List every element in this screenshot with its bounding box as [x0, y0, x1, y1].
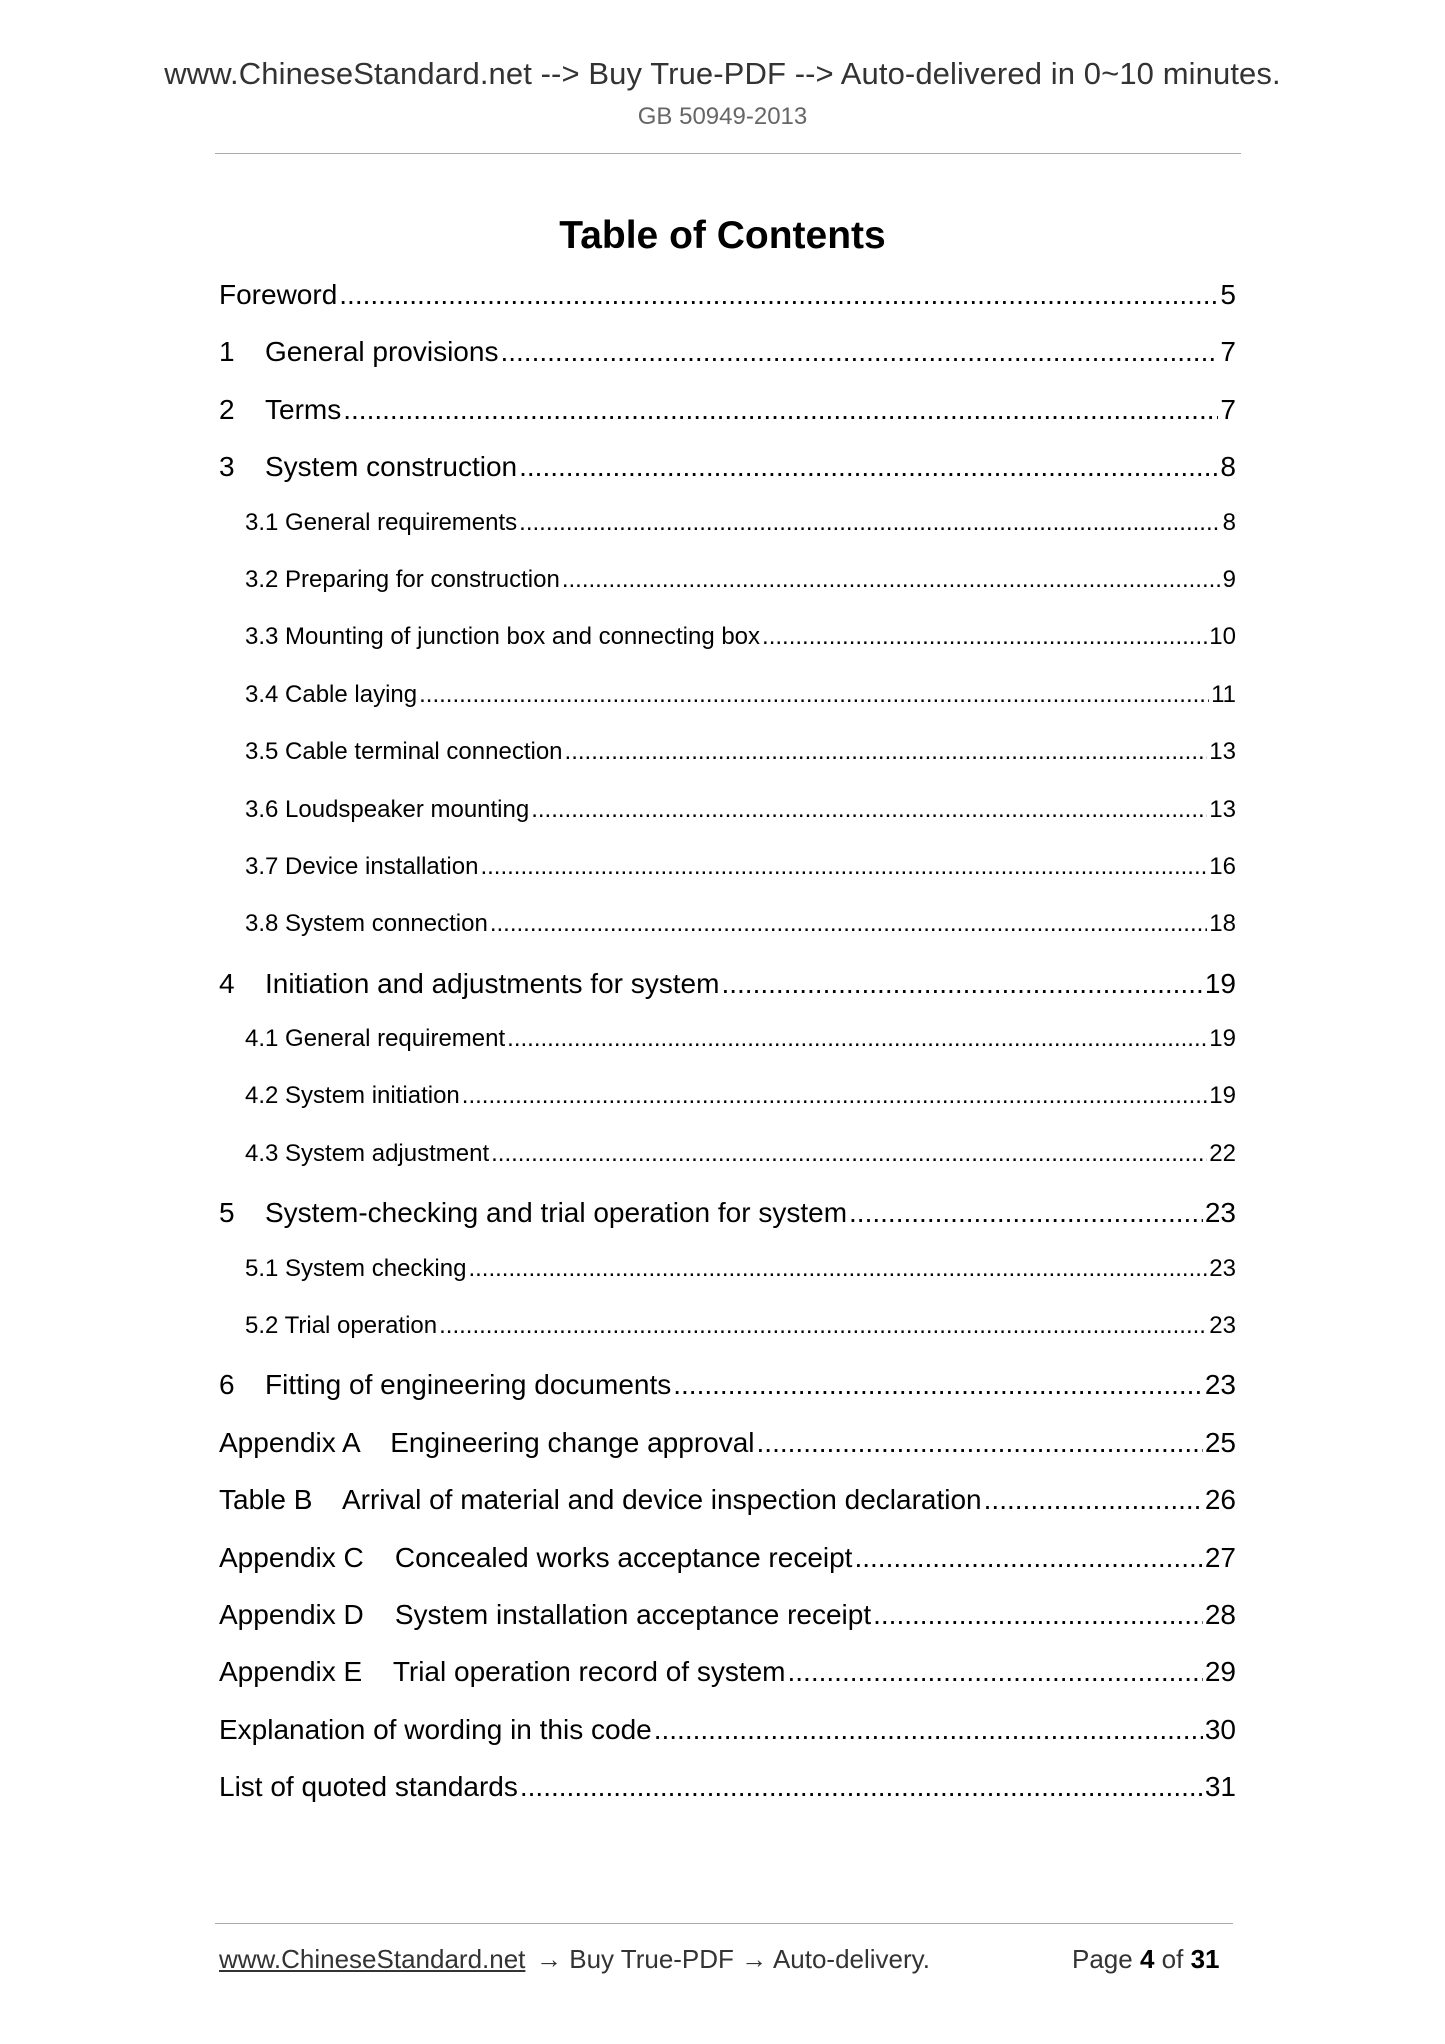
- toc-entry-label: 3.3 Mounting of junction box and connecting box: [245, 623, 761, 651]
- toc-dot-leader: [480, 853, 1207, 881]
- toc-entry-label: 3.5 Cable terminal connection: [245, 738, 563, 766]
- toc-entry[interactable]: [219, 1656, 1236, 1713]
- header-divider: [215, 153, 1241, 154]
- toc-entry-label: 5.2 Trial operation: [245, 1312, 438, 1340]
- toc-entry-label: Terms: [265, 393, 342, 425]
- toc-entry[interactable]: [219, 1542, 1236, 1599]
- footer-divider: [215, 1923, 1233, 1924]
- toc-entry-number: 2: [219, 393, 235, 425]
- toc-dot-leader: [507, 1025, 1207, 1053]
- toc-entry-page: 23: [1204, 1197, 1236, 1229]
- toc-entry-label: Appendix E Trial operation record of system: [219, 1656, 786, 1688]
- toc-entry[interactable]: [219, 509, 1236, 566]
- toc-entry-page: 16: [1209, 852, 1236, 880]
- toc-entry-page: 25: [1204, 1426, 1236, 1458]
- toc-entry-page: 10: [1209, 623, 1236, 651]
- toc-entry-label: System construction: [265, 451, 518, 483]
- toc-entry-page: 30: [1204, 1713, 1236, 1745]
- toc-dot-leader: [788, 1656, 1203, 1688]
- toc-entry-label: 3.2 Preparing for construction: [245, 565, 560, 593]
- toc-entry-label: Appendix C Concealed works acceptance receipt: [219, 1541, 853, 1573]
- toc-entry-page: 23: [1209, 1254, 1236, 1282]
- document-id: GB 50949-2013: [637, 103, 808, 130]
- toc-entry[interactable]: [219, 1255, 1236, 1312]
- toc-entry[interactable]: [219, 451, 1236, 508]
- page-current: 4: [1139, 1944, 1155, 1974]
- toc-entry[interactable]: [219, 1714, 1236, 1771]
- page-of: of: [1161, 1944, 1184, 1974]
- toc-entry[interactable]: [219, 279, 1236, 336]
- toc-entry-label: 4.1 General requirement: [245, 1025, 506, 1053]
- toc-dot-leader: [490, 910, 1207, 938]
- toc-entry-label: Foreword: [219, 279, 338, 310]
- toc-dot-leader: [468, 1255, 1207, 1283]
- toc-entry[interactable]: [219, 1427, 1236, 1484]
- toc-entry-page: 31: [1204, 1771, 1236, 1803]
- toc-entry-number: 4: [219, 967, 235, 999]
- toc-dot-leader: [984, 1484, 1203, 1516]
- toc-entry-page: 19: [1209, 1082, 1236, 1110]
- toc-entry[interactable]: [219, 1484, 1236, 1541]
- toc-entry-label: 5.1 System checking: [245, 1254, 467, 1282]
- toc-dot-leader: [531, 796, 1207, 824]
- toc-dot-leader: [520, 1771, 1203, 1803]
- toc-entry-page: 19: [1209, 1025, 1236, 1053]
- toc-entry-page: 13: [1209, 738, 1236, 766]
- toc-dot-leader: [343, 394, 1218, 426]
- toc-entry[interactable]: [219, 738, 1236, 795]
- toc-entry-label: List of quoted standards: [219, 1771, 518, 1803]
- header-banner: www.ChineseStandard.net --> Buy True-PDF --> Auto-delivered in 0~10 minutes.: [164, 56, 1281, 91]
- toc-entry-label: Explanation of wording in this code: [219, 1713, 652, 1745]
- toc-entry[interactable]: [219, 1599, 1236, 1656]
- toc-entry-label: 3.1 General requirements: [245, 508, 518, 536]
- toc-entry[interactable]: [219, 796, 1236, 853]
- toc-entry[interactable]: [219, 968, 1236, 1025]
- footer-site-link[interactable]: www.ChineseStandard.net: [219, 1944, 526, 1974]
- toc-entry-page: 13: [1209, 795, 1236, 823]
- toc-entry[interactable]: [219, 910, 1236, 967]
- toc-entry[interactable]: [219, 853, 1236, 910]
- toc-entry-label: Fitting of engineering documents: [265, 1369, 672, 1401]
- toc-entry-label: Appendix D System installation acceptance receipt: [219, 1598, 872, 1630]
- toc-entry[interactable]: [219, 1025, 1236, 1082]
- page-prefix: Page: [1072, 1944, 1133, 1974]
- toc-entry-label: System-checking and trial operation for system: [265, 1197, 848, 1229]
- toc-entry-label: General provisions: [265, 336, 499, 368]
- toc-entry-label: 4.2 System initiation: [245, 1082, 460, 1110]
- toc-entry[interactable]: [219, 1082, 1236, 1139]
- toc-entry-page: 18: [1209, 910, 1236, 938]
- footer-tagline: → Buy True-PDF → Auto-delivery.: [536, 1944, 930, 1974]
- toc-dot-leader: [462, 1082, 1208, 1110]
- toc-dot-leader: [721, 968, 1202, 1000]
- toc-entry-label: 3.8 System connection: [245, 910, 488, 938]
- toc-entry-number: 5: [219, 1197, 235, 1229]
- toc-entry-number: 1: [219, 336, 235, 368]
- page-title: Table of Contents: [559, 214, 886, 257]
- toc-entry-page: 7: [1220, 336, 1236, 368]
- toc-dot-leader: [439, 1312, 1207, 1340]
- toc-entry-page: 26: [1204, 1484, 1236, 1516]
- toc-dot-leader: [519, 451, 1218, 483]
- toc-entry-label: 3.7 Device installation: [245, 852, 479, 880]
- toc-entry-page: 23: [1209, 1312, 1236, 1340]
- toc-dot-leader: [849, 1197, 1203, 1229]
- toc-entry-label: 4.3 System adjustment: [245, 1139, 490, 1167]
- toc-entry[interactable]: [219, 1197, 1236, 1254]
- toc-entry-page: 9: [1222, 565, 1236, 593]
- toc-dot-leader: [762, 623, 1207, 651]
- toc-entry[interactable]: [219, 336, 1236, 393]
- toc-entry-page: 28: [1204, 1598, 1236, 1630]
- toc-dot-leader: [873, 1599, 1203, 1631]
- toc-dot-leader: [419, 681, 1209, 709]
- toc-entry-label: 3.6 Loudspeaker mounting: [245, 795, 530, 823]
- toc-entry-page: 19: [1204, 967, 1236, 999]
- toc-dot-leader: [654, 1714, 1203, 1746]
- toc-entry-page: 8: [1222, 508, 1236, 536]
- toc-entry-page: 23: [1204, 1369, 1236, 1401]
- toc-entry[interactable]: [219, 1771, 1236, 1828]
- toc-dot-leader: [339, 279, 1218, 311]
- toc-entry-number: 6: [219, 1369, 235, 1401]
- toc-dot-leader: [673, 1369, 1203, 1401]
- toc-entry-label: 3.4 Cable laying: [245, 680, 418, 708]
- toc-entry-page: 7: [1220, 393, 1236, 425]
- toc-entry[interactable]: [219, 623, 1236, 680]
- footer-page-number: [1072, 1944, 1220, 1975]
- toc-entry[interactable]: [219, 1140, 1236, 1197]
- toc-entry[interactable]: [219, 566, 1236, 623]
- toc-entry-label: Appendix A Engineering change approval: [219, 1426, 755, 1458]
- toc-dot-leader: [854, 1542, 1202, 1574]
- toc-entry[interactable]: [219, 1312, 1236, 1369]
- toc-dot-leader: [500, 336, 1218, 368]
- toc-entry-page: 29: [1204, 1656, 1236, 1688]
- page-total: 31: [1190, 1944, 1220, 1974]
- toc-entry[interactable]: [219, 1369, 1236, 1426]
- toc-dot-leader: [562, 566, 1221, 594]
- table-of-contents: [219, 279, 1236, 1829]
- toc-entry[interactable]: [219, 681, 1236, 738]
- toc-entry-label: Table B Arrival of material and device inspection declaration: [219, 1484, 982, 1516]
- toc-dot-leader: [757, 1427, 1203, 1459]
- toc-entry-label: Initiation and adjustments for system: [265, 967, 720, 999]
- toc-dot-leader: [491, 1140, 1207, 1168]
- toc-entry-number: 3: [219, 451, 235, 483]
- toc-entry-page: 8: [1220, 451, 1236, 483]
- toc-dot-leader: [565, 738, 1208, 766]
- toc-entry-page: 11: [1211, 680, 1236, 708]
- toc-entry-page: 5: [1220, 279, 1236, 310]
- toc-entry-page: 27: [1204, 1541, 1236, 1573]
- toc-dot-leader: [519, 509, 1220, 537]
- toc-entry-page: 22: [1209, 1139, 1236, 1167]
- toc-entry[interactable]: [219, 394, 1236, 451]
